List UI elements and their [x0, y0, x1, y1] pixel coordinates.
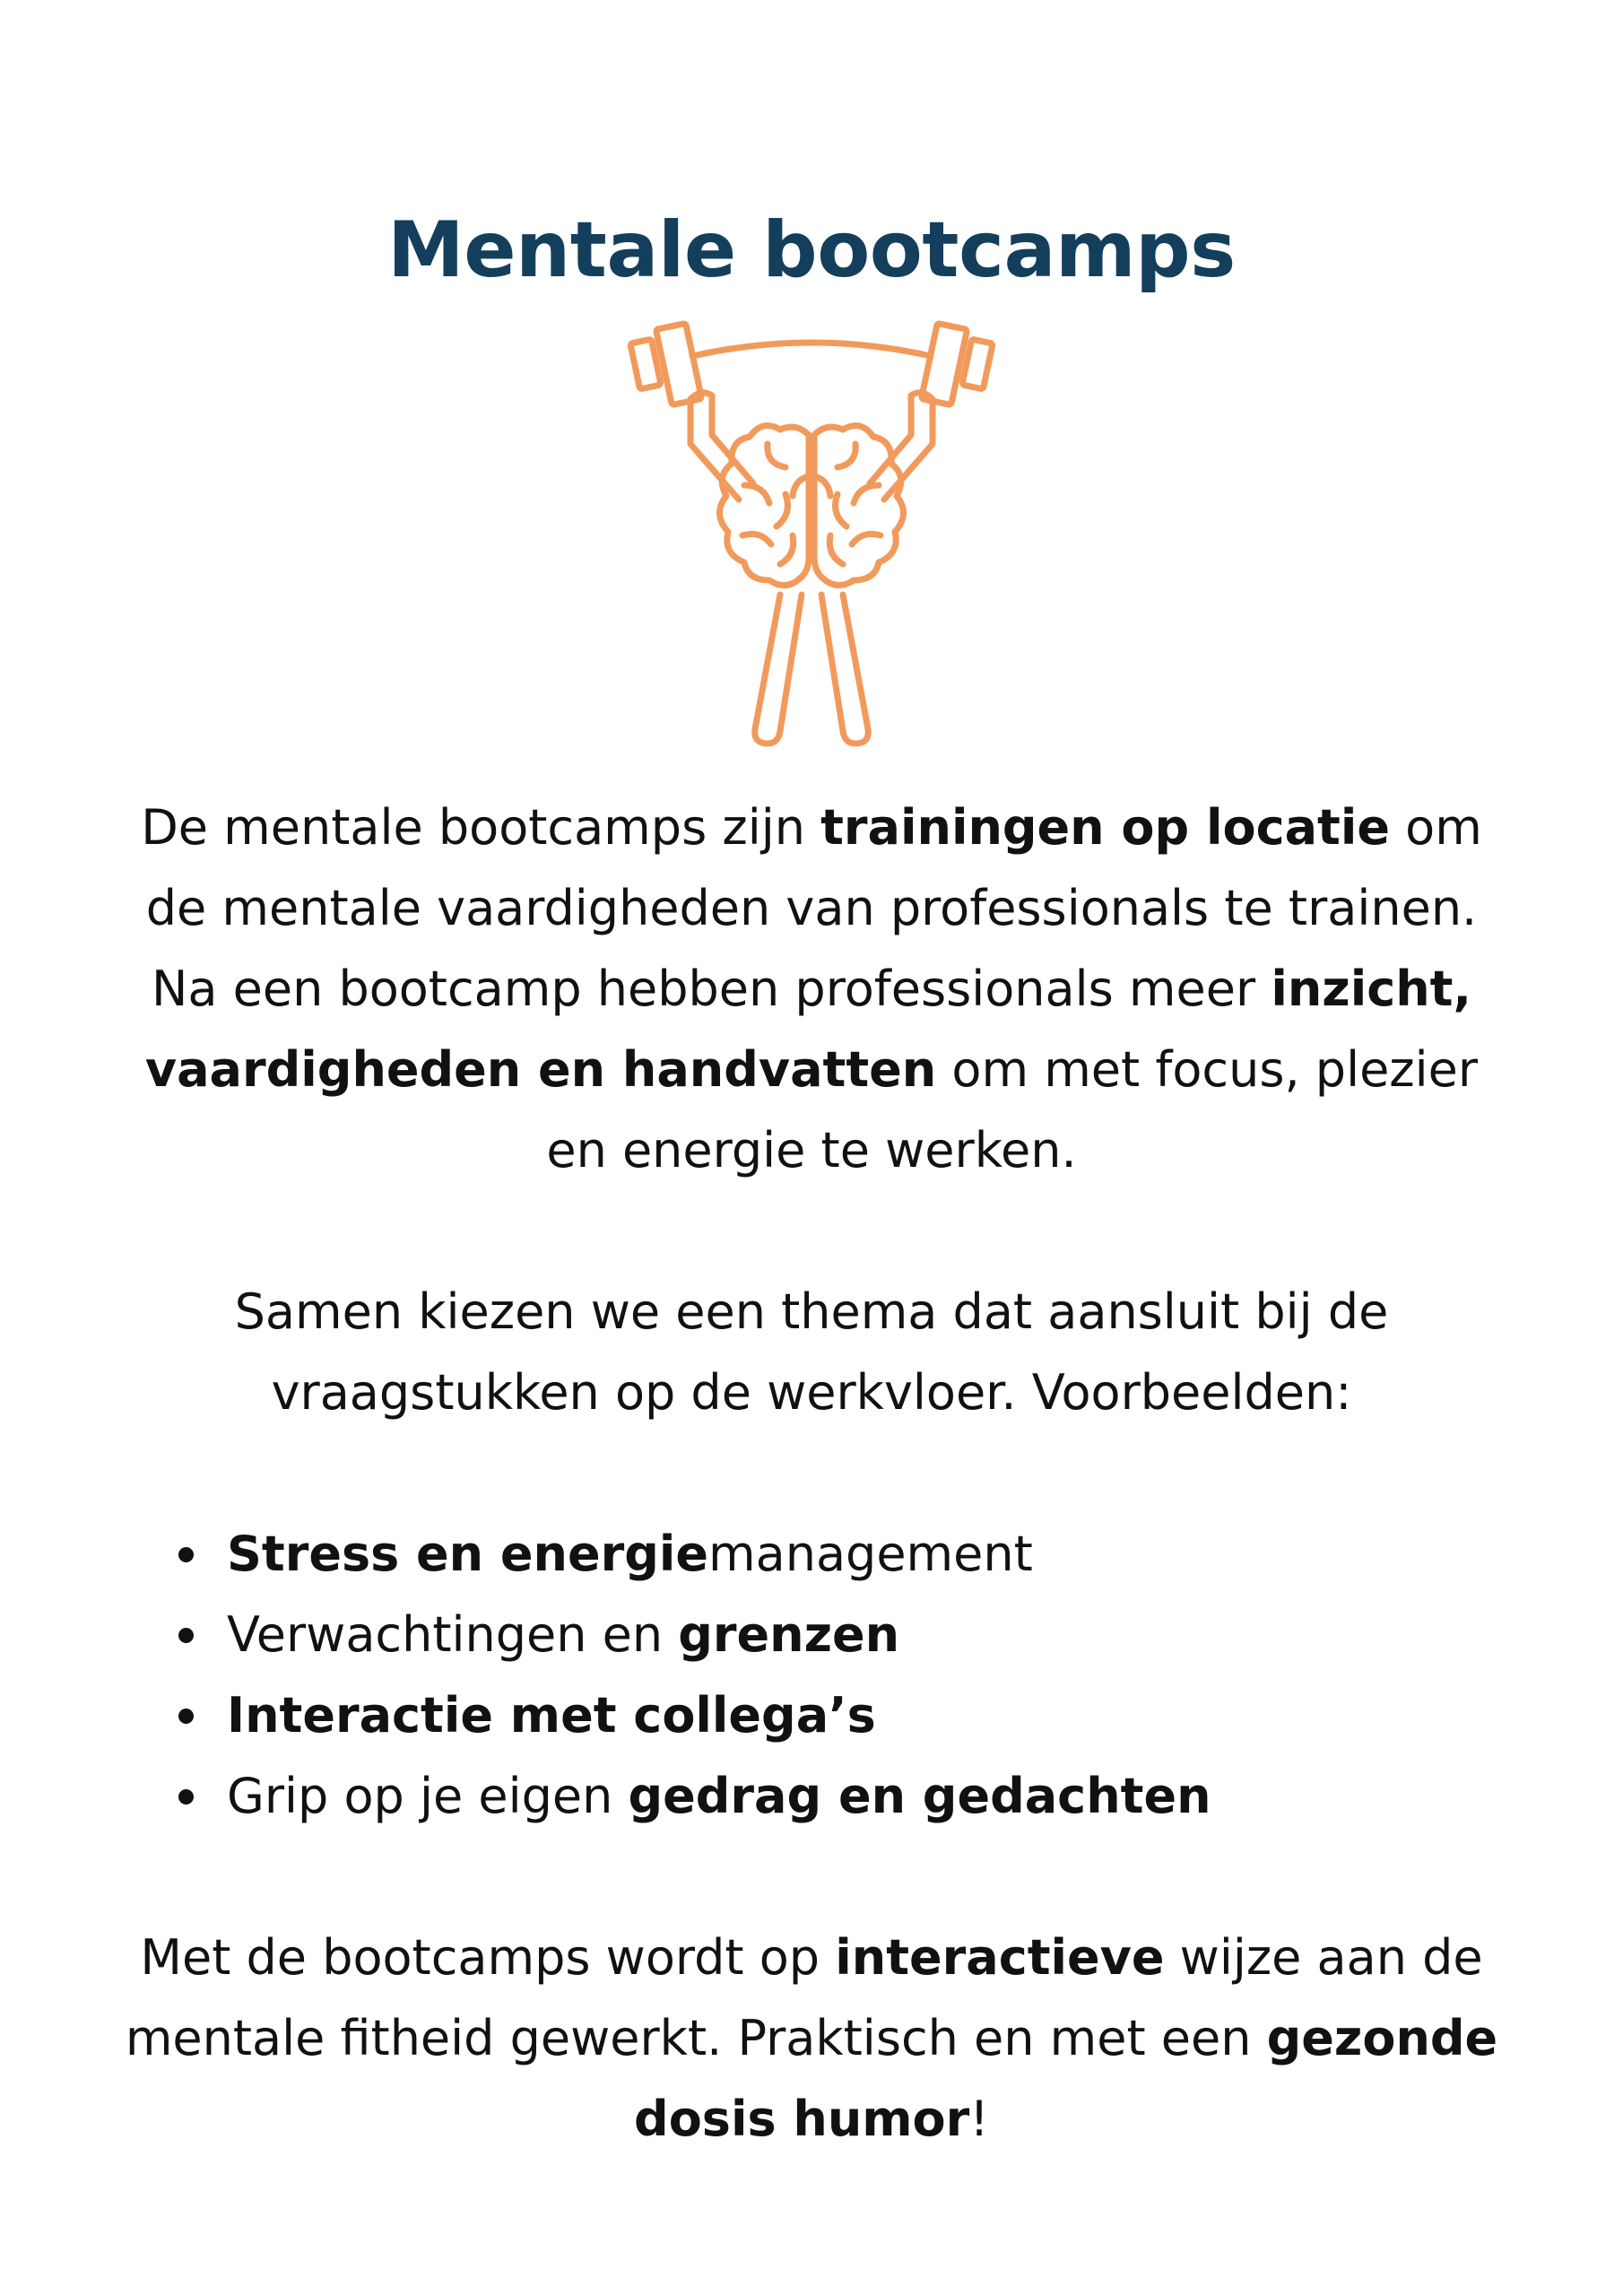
right-leg [821, 595, 868, 744]
left-leg [755, 595, 802, 744]
brain-left-hemisphere [719, 426, 809, 586]
bold-text-run: gezonde dosis humor [634, 2010, 1498, 2147]
text-run: De mentale bootcamps zijn [141, 799, 821, 856]
text-run: om de mentale vaardigheden van professionals te trainen. Na een bootcamp hebben professionals meer [145, 799, 1482, 1017]
text-run: Verwachtingen en [227, 1606, 679, 1663]
bold-text-run: Interactie met collega’s [227, 1687, 876, 1744]
text-run: management [708, 1526, 1033, 1582]
outro-paragraph [117, 1918, 1506, 2160]
bold-text-run: Stress en energie [227, 1526, 709, 1582]
text-run: om met focus, plezier en energie te werken. [546, 1041, 1479, 1178]
bold-text-run: inzicht, vaardigheden en handvatten [144, 961, 1472, 1098]
list-item [0, 1675, 1623, 1756]
bullet-icon [178, 1709, 194, 1724]
bold-text-run: trainingen op locatie [820, 799, 1390, 856]
bold-text-run: interactieve [835, 1929, 1165, 1986]
bullet-icon [178, 1547, 194, 1562]
text-run: wijze aan de mentale fitheid gewerkt. Praktisch en met een [125, 1929, 1483, 2066]
intro-paragraph [117, 787, 1506, 1191]
brain-folds-right [814, 444, 881, 564]
page-title: Mentale bootcamps [387, 204, 1236, 295]
bullet-icon [178, 1789, 194, 1805]
brain-lifting-barbell-icon [610, 309, 1013, 749]
brain-right-hemisphere [814, 426, 904, 586]
topic-list [0, 1514, 1623, 1837]
text-run: Samen kiezen we een thema dat aansluit bij de vraagstukken op de werkvloer. Voorbeelden: [234, 1283, 1389, 1421]
text-run: Met de bootcamps wordt op [140, 1929, 836, 1986]
list-item [0, 1514, 1623, 1595]
list-item [0, 1756, 1623, 1837]
barbell-bar [692, 343, 931, 356]
text-run: Grip op je eigen [227, 1768, 629, 1824]
list-item [0, 1595, 1623, 1675]
bullet-icon [178, 1628, 194, 1643]
bold-text-run: gedrag en gedachten [628, 1768, 1211, 1824]
brain-folds-left [742, 444, 809, 564]
theme-paragraph [117, 1272, 1506, 1433]
bold-text-run: grenzen [678, 1606, 900, 1663]
text-run: ! [969, 2091, 989, 2147]
